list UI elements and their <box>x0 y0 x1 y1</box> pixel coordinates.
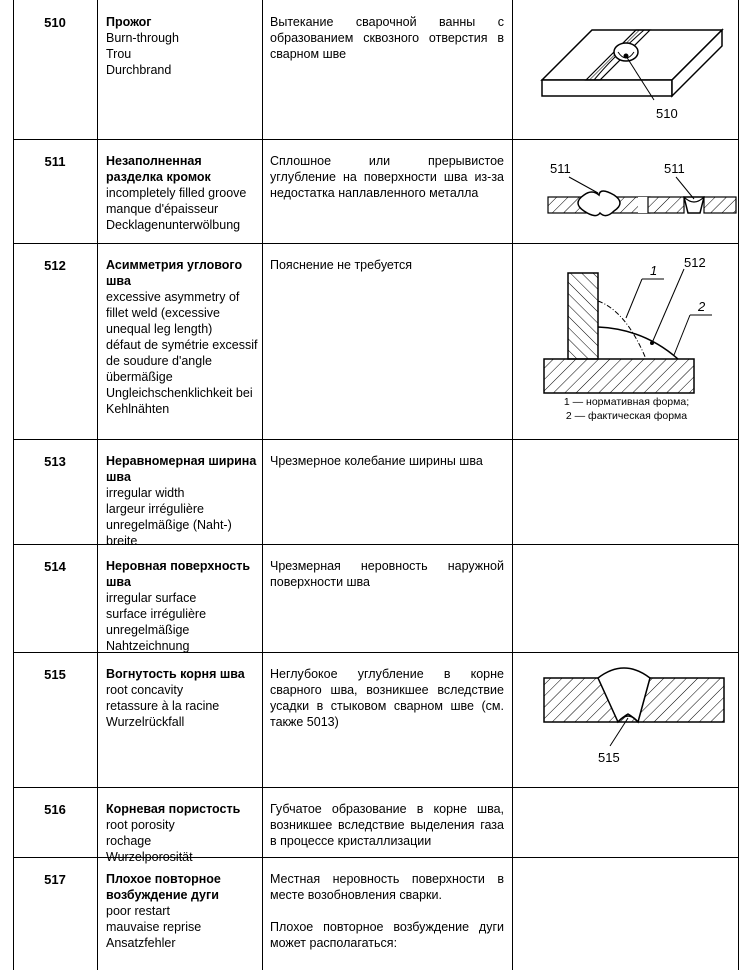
burn-through-diagram <box>514 8 739 133</box>
defect-code: 513 <box>44 454 66 469</box>
defect-name-fr: surface irrégulière <box>106 607 207 621</box>
defect-name-ru: Асимметрия углового шва <box>106 258 243 288</box>
defect-description <box>270 257 504 273</box>
description-text: Местная неровность поверхности в месте возобновления сварки. <box>270 872 504 902</box>
defect-name-de: Durchbrand <box>106 63 172 77</box>
fillet-asymmetry-diagram <box>514 251 739 395</box>
defect-name-fr: rochage <box>106 834 152 848</box>
description-text: Чрезмерное колебание ширины шва <box>270 454 483 468</box>
defect-names <box>106 14 262 78</box>
table-row <box>0 652 752 787</box>
defect-name-ru: Плохое повторное возбуждение дуги <box>106 872 221 902</box>
defect-name-fr: Trou <box>106 47 132 61</box>
description-text: Сплошное или прерывистое углубление на поверхности шва из-за недостатка наплавленного металла <box>270 154 504 200</box>
defect-name-de: Ansatzfehler <box>106 936 176 950</box>
defect-names <box>106 257 262 417</box>
defect-name-ru: Прожог <box>106 15 152 29</box>
defect-name-en: poor restart <box>106 904 170 918</box>
defect-code: 517 <box>44 872 66 887</box>
defect-names <box>106 453 262 549</box>
defect-name-en: irregular surface <box>106 591 197 605</box>
figure-label: 1 <box>650 263 658 278</box>
figure-515 <box>514 658 739 780</box>
defect-name-de: Wurzelrückfall <box>106 715 185 729</box>
defect-description <box>270 153 504 201</box>
defect-name-de: übermäßige Ungleichschenklichkeit bei Kehlnähten <box>106 370 253 416</box>
defect-name-en: root porosity <box>106 818 175 832</box>
defect-code: 515 <box>44 667 66 682</box>
defect-name-ru: Незаполненная разделка кромок <box>106 154 211 184</box>
defect-name-en: incompletely filled groove <box>106 186 247 200</box>
table-row <box>0 243 752 439</box>
defect-code: 510 <box>44 15 66 30</box>
defect-name-en: excessive asymmetry of fillet weld (excessive unequal leg length) <box>106 290 240 336</box>
description-text: Вытекание сварочной ванны с образованием сквозного отверстия в сварном шве <box>270 15 504 61</box>
defect-name-fr: mauvaise reprise <box>106 920 202 934</box>
figure-511 <box>514 149 739 229</box>
incomplete-groove-diagram <box>514 149 739 229</box>
defect-code: 514 <box>44 559 66 574</box>
figure-label: 515 <box>598 750 620 765</box>
description-text: Плохое повторное возбуждение дуги может располагаться: <box>270 920 504 950</box>
defect-name-ru: Неравномерная ширина шва <box>106 454 257 484</box>
legend-item: 1 — нормативная форма; <box>563 396 690 408</box>
table-row <box>0 0 752 139</box>
defect-code: 516 <box>44 802 66 817</box>
defect-name-fr: largeur irrégulière <box>106 502 204 516</box>
defect-names <box>106 666 262 730</box>
table-row <box>0 439 752 548</box>
defect-name-en: irregular width <box>106 486 185 500</box>
defect-name-en: root concavity <box>106 683 184 697</box>
defect-description <box>270 453 504 469</box>
defect-description <box>270 14 504 62</box>
defect-name-de: Wurzelporosität <box>106 850 193 864</box>
defect-name-fr: manque d'épaisseur <box>106 202 219 216</box>
defect-description <box>270 666 504 730</box>
description-text: Неглубокое углубление в корне сварного шва, возникшее вследствие усадки в стыковом сварном шве (см. также 5013) <box>270 667 504 729</box>
root-concavity-diagram <box>514 658 739 780</box>
description-text: Пояснение не требуется <box>270 258 413 272</box>
table-row <box>0 857 752 970</box>
defect-code: 511 <box>44 154 66 169</box>
figure-label: 512 <box>684 255 706 270</box>
defect-name-ru: Корневая пористость <box>106 802 241 816</box>
table-row <box>0 544 752 652</box>
figure-512 <box>514 251 739 423</box>
figure-label: 2 <box>698 299 706 314</box>
defect-names <box>106 153 262 233</box>
defect-description <box>270 558 504 590</box>
defect-names <box>106 871 262 951</box>
description-text: Чрезмерная неровность наружной поверхности шва <box>270 559 504 589</box>
defect-name-fr: retassure à la racine <box>106 699 220 713</box>
figure-legend <box>514 395 739 423</box>
defect-description <box>270 871 504 951</box>
description-text: Губчатое образование в корне шва, возникшее вследствие выделения газа в процессе кристаллизации <box>270 802 504 848</box>
defect-code: 512 <box>44 258 66 273</box>
table-row <box>0 787 752 864</box>
figure-label: 511 <box>550 161 571 176</box>
figure-510 <box>514 8 739 133</box>
defect-name-en: Burn-through <box>106 31 179 45</box>
defect-name-de: unregelmäßige (Naht-) breite <box>106 518 232 548</box>
figure-label: 511 <box>664 161 685 176</box>
table-row <box>0 139 752 243</box>
defect-names <box>106 801 262 865</box>
defect-name-de: Decklagenunterwölbung <box>106 218 241 232</box>
legend-item: 2 — фактическая форма <box>565 410 688 422</box>
defect-name-ru: Неровная поверхность шва <box>106 559 251 589</box>
defect-name-fr: défaut de symétrie excessif de soudure d'angle <box>106 338 258 368</box>
figure-label: 510 <box>656 106 678 121</box>
defect-description <box>270 801 504 849</box>
defect-name-de: unregelmäßige Nahtzeichnung <box>106 623 190 653</box>
defect-names <box>106 558 262 654</box>
defect-name-ru: Вогнутость корня шва <box>106 667 245 681</box>
